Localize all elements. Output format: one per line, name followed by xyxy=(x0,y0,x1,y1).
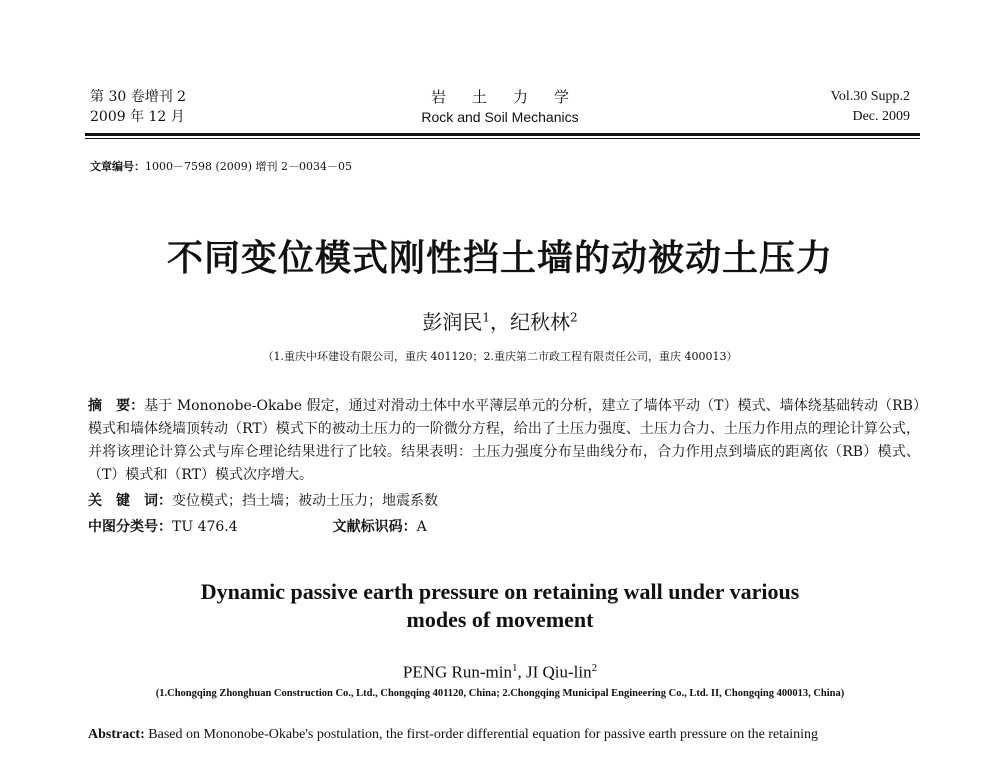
journal-name-cn: 岩土力学 xyxy=(430,88,595,106)
document-code-value: A xyxy=(416,519,427,535)
author-1-en: PENG Run-min xyxy=(402,662,512,682)
author-2-cn: 纪秋林 xyxy=(510,310,570,334)
affiliation-cn: （1.重庆中环建设有限公司，重庆 401120；2.重庆第二市政工程有限责任公司，重庆 400013） xyxy=(262,350,738,363)
classification-line xyxy=(88,516,427,536)
abstract-en-text: Based on Mononobe-Okabe's postulation, the first-order differential equation for passive earth pressure on the retaining xyxy=(144,727,819,742)
title-en-line-1: Dynamic passive earth pressure on retaining wall under various xyxy=(200,579,800,604)
date-en: Dec. 2009 xyxy=(852,109,910,124)
author-1-cn: 彭润民 xyxy=(422,310,483,334)
title-en-line-2: modes of movement xyxy=(406,607,594,632)
title-en xyxy=(0,578,1000,634)
author-separator-en: , xyxy=(517,662,526,682)
journal-name-en: Rock and Soil Mechanics xyxy=(421,109,579,125)
date-cn: 2009 年 12 月 xyxy=(90,109,185,125)
abstract-cn xyxy=(88,395,920,487)
affiliation-en: (1.Chongqing Zhonghuan Construction Co., Ltd., Chongqing 401120, China; 2.Chongqing Municipal Engineering Co., Ltd. II, Chongqing 400013, China) xyxy=(155,688,845,699)
abstract-en-label: Abstract: xyxy=(88,727,145,742)
authors-cn xyxy=(0,306,1000,335)
author-1-affil-mark: 1 xyxy=(482,310,490,325)
header-rule-thick xyxy=(85,133,920,136)
keywords-cn xyxy=(88,490,438,510)
article-number xyxy=(90,158,352,174)
author-separator-cn: ， xyxy=(490,310,510,334)
author-2-en: JI Qiu-lin xyxy=(525,662,592,682)
document-code-label: 文献标识码： xyxy=(332,519,417,535)
title-cn: 不同变位模式刚性挡土墙的动被动土压力 xyxy=(166,238,833,279)
authors-en xyxy=(0,662,1000,683)
classification-value: TU 476.4 xyxy=(172,519,238,535)
header-right xyxy=(831,87,910,127)
article-number-value: 1000－7598 (2009) 增刊 2－0034－05 xyxy=(145,160,353,173)
volume-en: Vol.30 Supp.2 xyxy=(830,89,910,104)
classification-label: 中图分类号： xyxy=(88,519,172,535)
abstract-cn-label: 摘 要： xyxy=(88,398,145,414)
header-rule-thin xyxy=(85,138,920,139)
article-number-label: 文章编号： xyxy=(90,160,145,173)
keywords-cn-text: 变位模式；挡土墙；被动土压力；地震系数 xyxy=(172,493,438,509)
keywords-cn-label: 关 键 词： xyxy=(88,493,172,509)
volume-cn: 第 30 卷增刊 2 xyxy=(90,89,187,105)
author-2-en-affil-mark: 2 xyxy=(591,662,598,674)
abstract-cn-text: 基于 Mononobe-Okabe 假定，通过对滑动土体中水平薄层单元的分析，建立了墙体平动（T）模式、墙体绕基础转动（RB）模式和墙体绕墙顶转动（RT）模式下的被动土压力的一阶微分方程，给出了土压力强度、土压力合力、土压力作用点的理论计算公式，并将该理论计算公式与库仑理论结果进行了比较。结果表明：土压力强度分布呈曲线分布，合力作用点到墙底的距离依（RB）模式、（T）模式和（RT）模式次序增大。 xyxy=(88,398,920,483)
author-1-en-affil-mark: 1 xyxy=(511,662,518,674)
author-2-affil-mark: 2 xyxy=(570,310,578,325)
abstract-en xyxy=(88,723,928,746)
